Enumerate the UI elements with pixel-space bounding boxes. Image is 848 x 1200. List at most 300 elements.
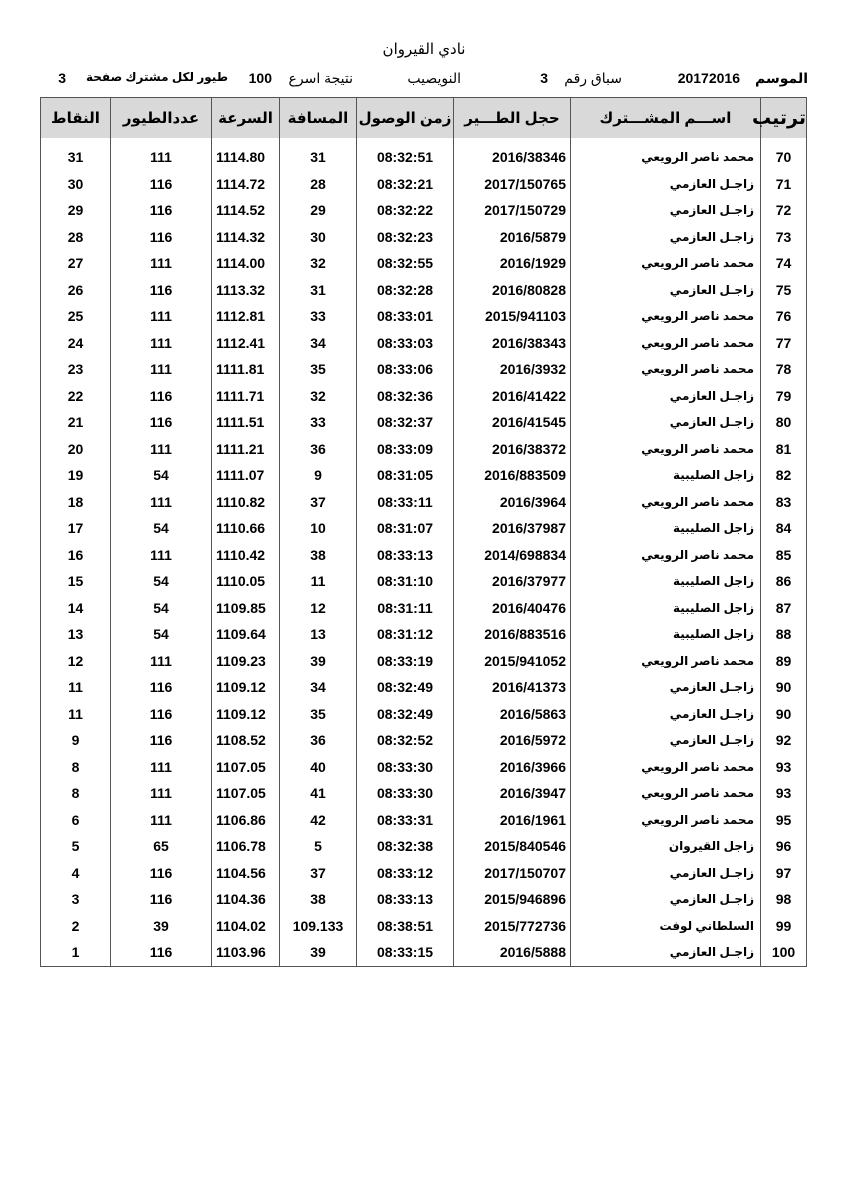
cell-ring: 2015/941103	[454, 303, 571, 330]
cell-ring: 2016/883509	[454, 462, 571, 489]
cell-birds: 116	[111, 197, 212, 224]
cell-points: 13	[41, 621, 111, 648]
cell-speed: 1104.36	[212, 886, 280, 913]
cell-distance: 41	[280, 780, 357, 807]
cell-participant: محمد ناصر الرويعي	[571, 250, 761, 277]
table-row	[41, 383, 807, 410]
cell-distance: 13	[280, 621, 357, 648]
cell-distance: 30	[280, 224, 357, 251]
table-row	[41, 489, 807, 516]
cell-arrival: 08:32:36	[357, 383, 454, 410]
cell-participant: محمد ناصر الرويعي	[571, 144, 761, 171]
cell-birds: 116	[111, 171, 212, 198]
table-row	[41, 568, 807, 595]
cell-rank: 76	[761, 303, 807, 330]
cell-participant: محمد ناصر الرويعي	[571, 648, 761, 675]
table-row	[41, 701, 807, 728]
cell-birds: 54	[111, 462, 212, 489]
cell-rank: 90	[761, 701, 807, 728]
season-label: الموسم	[755, 70, 808, 86]
cell-rank: 93	[761, 754, 807, 781]
cell-speed: 1109.23	[212, 648, 280, 675]
cell-speed: 1110.05	[212, 568, 280, 595]
cell-points: 30	[41, 171, 111, 198]
cell-points: 12	[41, 648, 111, 675]
cell-birds: 111	[111, 250, 212, 277]
cell-distance: 109.133	[280, 913, 357, 940]
cell-distance: 38	[280, 542, 357, 569]
cell-points: 29	[41, 197, 111, 224]
cell-birds: 111	[111, 542, 212, 569]
cell-speed: 1106.86	[212, 807, 280, 834]
cell-birds: 116	[111, 701, 212, 728]
cell-ring: 2015/840546	[454, 833, 571, 860]
cell-rank: 78	[761, 356, 807, 383]
cell-ring: 2016/41373	[454, 674, 571, 701]
cell-birds: 54	[111, 568, 212, 595]
cell-speed: 1111.51	[212, 409, 280, 436]
cell-speed: 1114.52	[212, 197, 280, 224]
col-header-ring: حجل الطـــير	[454, 98, 571, 139]
cell-rank: 81	[761, 436, 807, 463]
cell-ring: 2016/37987	[454, 515, 571, 542]
cell-ring: 2016/41545	[454, 409, 571, 436]
cell-birds: 111	[111, 303, 212, 330]
cell-rank: 82	[761, 462, 807, 489]
cell-ring: 2015/946896	[454, 886, 571, 913]
cell-arrival: 08:31:05	[357, 462, 454, 489]
race-info-bar	[40, 70, 808, 92]
result-value: 100	[248, 70, 272, 86]
cell-ring: 2016/1929	[454, 250, 571, 277]
cell-arrival: 08:32:28	[357, 277, 454, 304]
table-row	[41, 780, 807, 807]
results-table	[40, 97, 807, 967]
cell-points: 27	[41, 250, 111, 277]
cell-arrival: 08:32:37	[357, 409, 454, 436]
cell-points: 15	[41, 568, 111, 595]
cell-participant: زاجـل العازمي	[571, 277, 761, 304]
cell-points: 11	[41, 701, 111, 728]
cell-rank: 83	[761, 489, 807, 516]
cell-rank: 97	[761, 860, 807, 887]
cell-speed: 1111.81	[212, 356, 280, 383]
cell-distance: 38	[280, 886, 357, 913]
cell-distance: 31	[280, 144, 357, 171]
cell-arrival: 08:32:55	[357, 250, 454, 277]
cell-participant: محمد ناصر الرويعي	[571, 356, 761, 383]
cell-distance: 9	[280, 462, 357, 489]
cell-arrival: 08:33:12	[357, 860, 454, 887]
cell-participant: زاجل القيروان	[571, 833, 761, 860]
birds-per-label: طيور لكل مشترك صفحة	[86, 70, 228, 84]
cell-points: 31	[41, 144, 111, 171]
table-row	[41, 754, 807, 781]
cell-participant: محمد ناصر الرويعي	[571, 330, 761, 357]
cell-participant: زاجل الصليبية	[571, 568, 761, 595]
cell-points: 28	[41, 224, 111, 251]
cell-ring: 2016/883516	[454, 621, 571, 648]
table-row	[41, 674, 807, 701]
cell-arrival: 08:31:12	[357, 621, 454, 648]
cell-distance: 29	[280, 197, 357, 224]
cell-arrival: 08:32:51	[357, 144, 454, 171]
cell-rank: 85	[761, 542, 807, 569]
club-title: نادي القيروان	[382, 41, 466, 58]
cell-arrival: 08:33:09	[357, 436, 454, 463]
cell-points: 14	[41, 595, 111, 622]
cell-participant: زاجل الصليبية	[571, 515, 761, 542]
cell-participant: زاجـل العازمي	[571, 171, 761, 198]
cell-rank: 92	[761, 727, 807, 754]
table-row	[41, 144, 807, 171]
cell-arrival: 08:33:15	[357, 939, 454, 966]
cell-speed: 1113.32	[212, 277, 280, 304]
cell-birds: 116	[111, 409, 212, 436]
cell-birds: 116	[111, 224, 212, 251]
cell-participant: زاجل الصليبية	[571, 621, 761, 648]
cell-distance: 35	[280, 701, 357, 728]
cell-rank: 79	[761, 383, 807, 410]
cell-ring: 2017/150707	[454, 860, 571, 887]
cell-speed: 1112.81	[212, 303, 280, 330]
cell-birds: 111	[111, 144, 212, 171]
cell-rank: 77	[761, 330, 807, 357]
race-value: 3	[540, 70, 548, 86]
cell-speed: 1109.12	[212, 674, 280, 701]
cell-speed: 1109.64	[212, 621, 280, 648]
cell-participant: محمد ناصر الرويعي	[571, 303, 761, 330]
cell-speed: 1108.52	[212, 727, 280, 754]
cell-arrival: 08:33:19	[357, 648, 454, 675]
cell-ring: 2016/5888	[454, 939, 571, 966]
race-name: النويصيب	[407, 70, 461, 86]
race-label: سباق رقم	[564, 70, 622, 86]
cell-distance: 32	[280, 383, 357, 410]
cell-distance: 34	[280, 674, 357, 701]
cell-birds: 111	[111, 807, 212, 834]
cell-arrival: 08:32:22	[357, 197, 454, 224]
cell-points: 5	[41, 833, 111, 860]
cell-participant: زاجـل العازمي	[571, 674, 761, 701]
cell-birds: 111	[111, 489, 212, 516]
results-body	[41, 138, 807, 966]
cell-speed: 1110.82	[212, 489, 280, 516]
cell-birds: 116	[111, 674, 212, 701]
cell-points: 17	[41, 515, 111, 542]
table-row	[41, 621, 807, 648]
cell-distance: 36	[280, 436, 357, 463]
cell-ring: 2014/698834	[454, 542, 571, 569]
cell-participant: زاجـل العازمي	[571, 727, 761, 754]
cell-arrival: 08:33:01	[357, 303, 454, 330]
result-label: نتيجة اسرع	[288, 70, 353, 86]
cell-distance: 40	[280, 754, 357, 781]
season-value: 20172016	[677, 70, 740, 86]
cell-ring: 2016/3932	[454, 356, 571, 383]
cell-distance: 32	[280, 250, 357, 277]
table-row	[41, 939, 807, 966]
cell-rank: 80	[761, 409, 807, 436]
cell-speed: 1111.21	[212, 436, 280, 463]
cell-participant: زاجـل العازمي	[571, 939, 761, 966]
cell-speed: 1111.07	[212, 462, 280, 489]
table-row	[41, 913, 807, 940]
cell-birds: 65	[111, 833, 212, 860]
cell-ring: 2016/38343	[454, 330, 571, 357]
col-header-birds: عددالطيور	[111, 98, 212, 139]
cell-participant: السلطاني لوفت	[571, 913, 761, 940]
cell-points: 26	[41, 277, 111, 304]
table-row	[41, 648, 807, 675]
cell-birds: 54	[111, 515, 212, 542]
cell-speed: 1109.85	[212, 595, 280, 622]
table-header-row	[41, 98, 807, 139]
cell-ring: 2016/40476	[454, 595, 571, 622]
cell-points: 25	[41, 303, 111, 330]
cell-arrival: 08:33:06	[357, 356, 454, 383]
table-row	[41, 515, 807, 542]
table-row	[41, 727, 807, 754]
table-row	[41, 462, 807, 489]
cell-points: 20	[41, 436, 111, 463]
cell-points: 3	[41, 886, 111, 913]
cell-birds: 116	[111, 939, 212, 966]
cell-arrival: 08:32:49	[357, 674, 454, 701]
table-row	[41, 277, 807, 304]
cell-points: 19	[41, 462, 111, 489]
cell-birds: 54	[111, 595, 212, 622]
cell-ring: 2016/3966	[454, 754, 571, 781]
cell-speed: 1110.66	[212, 515, 280, 542]
cell-arrival: 08:31:07	[357, 515, 454, 542]
cell-speed: 1103.96	[212, 939, 280, 966]
cell-participant: محمد ناصر الرويعي	[571, 542, 761, 569]
cell-birds: 116	[111, 860, 212, 887]
cell-distance: 42	[280, 807, 357, 834]
cell-distance: 11	[280, 568, 357, 595]
cell-rank: 86	[761, 568, 807, 595]
cell-birds: 111	[111, 780, 212, 807]
cell-participant: زاجل الصليبية	[571, 462, 761, 489]
cell-participant: زاجـل العازمي	[571, 701, 761, 728]
cell-arrival: 08:33:03	[357, 330, 454, 357]
cell-speed: 1114.72	[212, 171, 280, 198]
col-header-rank: ترتيب	[761, 98, 807, 139]
cell-arrival: 08:33:11	[357, 489, 454, 516]
cell-ring: 2016/3947	[454, 780, 571, 807]
cell-rank: 70	[761, 144, 807, 171]
cell-speed: 1114.80	[212, 144, 280, 171]
cell-rank: 98	[761, 886, 807, 913]
cell-arrival: 08:32:21	[357, 171, 454, 198]
cell-distance: 5	[280, 833, 357, 860]
cell-ring: 2016/3964	[454, 489, 571, 516]
cell-ring: 2016/5863	[454, 701, 571, 728]
cell-participant: زاجـل العازمي	[571, 383, 761, 410]
table-row	[41, 409, 807, 436]
cell-points: 4	[41, 860, 111, 887]
page-value: 3	[58, 70, 66, 86]
table-row	[41, 542, 807, 569]
cell-points: 23	[41, 356, 111, 383]
cell-points: 1	[41, 939, 111, 966]
cell-arrival: 08:32:49	[357, 701, 454, 728]
col-header-speed: السرعة	[212, 98, 280, 139]
table-row	[41, 224, 807, 251]
cell-speed: 1104.56	[212, 860, 280, 887]
cell-ring: 2017/150765	[454, 171, 571, 198]
cell-ring: 2015/941052	[454, 648, 571, 675]
cell-rank: 84	[761, 515, 807, 542]
table-row	[41, 197, 807, 224]
cell-rank: 90	[761, 674, 807, 701]
cell-participant: زاجـل العازمي	[571, 886, 761, 913]
cell-distance: 37	[280, 489, 357, 516]
results-table-container	[40, 97, 806, 967]
cell-rank: 87	[761, 595, 807, 622]
cell-points: 8	[41, 754, 111, 781]
cell-ring: 2016/5972	[454, 727, 571, 754]
col-header-points: النقاط	[41, 98, 111, 139]
cell-birds: 111	[111, 330, 212, 357]
cell-points: 24	[41, 330, 111, 357]
cell-arrival: 08:32:23	[357, 224, 454, 251]
cell-points: 16	[41, 542, 111, 569]
cell-points: 18	[41, 489, 111, 516]
table-row	[41, 833, 807, 860]
cell-arrival: 08:31:11	[357, 595, 454, 622]
cell-rank: 74	[761, 250, 807, 277]
cell-rank: 73	[761, 224, 807, 251]
cell-distance: 35	[280, 356, 357, 383]
cell-arrival: 08:33:30	[357, 754, 454, 781]
cell-participant: زاجـل العازمي	[571, 224, 761, 251]
table-row	[41, 595, 807, 622]
cell-speed: 1111.71	[212, 383, 280, 410]
cell-ring: 2017/150729	[454, 197, 571, 224]
cell-rank: 99	[761, 913, 807, 940]
cell-participant: محمد ناصر الرويعي	[571, 436, 761, 463]
table-row	[41, 807, 807, 834]
cell-ring: 2016/80828	[454, 277, 571, 304]
cell-birds: 111	[111, 754, 212, 781]
cell-arrival: 08:33:13	[357, 886, 454, 913]
table-row	[41, 436, 807, 463]
col-header-distance: المسافة	[280, 98, 357, 139]
cell-birds: 111	[111, 648, 212, 675]
cell-birds: 39	[111, 913, 212, 940]
col-header-arrival: زمن الوصول	[357, 98, 454, 139]
cell-distance: 10	[280, 515, 357, 542]
cell-rank: 95	[761, 807, 807, 834]
cell-arrival: 08:31:10	[357, 568, 454, 595]
cell-arrival: 08:33:30	[357, 780, 454, 807]
cell-points: 21	[41, 409, 111, 436]
cell-arrival: 08:32:52	[357, 727, 454, 754]
cell-participant: محمد ناصر الرويعي	[571, 754, 761, 781]
cell-birds: 116	[111, 383, 212, 410]
cell-speed: 1114.32	[212, 224, 280, 251]
cell-participant: محمد ناصر الرويعي	[571, 489, 761, 516]
cell-participant: زاجـل العازمي	[571, 860, 761, 887]
cell-speed: 1109.12	[212, 701, 280, 728]
cell-points: 8	[41, 780, 111, 807]
cell-distance: 34	[280, 330, 357, 357]
cell-rank: 89	[761, 648, 807, 675]
cell-speed: 1110.42	[212, 542, 280, 569]
table-row	[41, 860, 807, 887]
cell-rank: 71	[761, 171, 807, 198]
cell-participant: زاجل الصليبية	[571, 595, 761, 622]
cell-rank: 75	[761, 277, 807, 304]
cell-speed: 1112.41	[212, 330, 280, 357]
cell-points: 2	[41, 913, 111, 940]
cell-points: 6	[41, 807, 111, 834]
table-row	[41, 356, 807, 383]
cell-rank: 96	[761, 833, 807, 860]
cell-speed: 1107.05	[212, 780, 280, 807]
cell-birds: 111	[111, 356, 212, 383]
cell-participant: زاجـل العازمي	[571, 409, 761, 436]
cell-speed: 1107.05	[212, 754, 280, 781]
cell-distance: 36	[280, 727, 357, 754]
cell-distance: 12	[280, 595, 357, 622]
cell-arrival: 08:33:31	[357, 807, 454, 834]
cell-distance: 33	[280, 409, 357, 436]
cell-ring: 2015/772736	[454, 913, 571, 940]
cell-arrival: 08:38:51	[357, 913, 454, 940]
cell-arrival: 08:33:13	[357, 542, 454, 569]
cell-rank: 72	[761, 197, 807, 224]
cell-speed: 1106.78	[212, 833, 280, 860]
table-row	[41, 171, 807, 198]
cell-rank: 93	[761, 780, 807, 807]
cell-rank: 100	[761, 939, 807, 966]
cell-birds: 116	[111, 727, 212, 754]
cell-participant: محمد ناصر الرويعي	[571, 807, 761, 834]
cell-birds: 54	[111, 621, 212, 648]
cell-speed: 1114.00	[212, 250, 280, 277]
cell-ring: 2016/5879	[454, 224, 571, 251]
table-row	[41, 250, 807, 277]
cell-birds: 111	[111, 436, 212, 463]
table-row	[41, 303, 807, 330]
cell-points: 22	[41, 383, 111, 410]
col-header-participant: اســـم المشـــترك	[571, 98, 761, 139]
cell-ring: 2016/41422	[454, 383, 571, 410]
cell-points: 9	[41, 727, 111, 754]
cell-rank: 88	[761, 621, 807, 648]
cell-distance: 28	[280, 171, 357, 198]
cell-distance: 39	[280, 939, 357, 966]
cell-points: 11	[41, 674, 111, 701]
cell-distance: 33	[280, 303, 357, 330]
cell-ring: 2016/38372	[454, 436, 571, 463]
cell-participant: زاجـل العازمي	[571, 197, 761, 224]
cell-ring: 2016/37977	[454, 568, 571, 595]
cell-speed: 1104.02	[212, 913, 280, 940]
cell-distance: 31	[280, 277, 357, 304]
cell-birds: 116	[111, 886, 212, 913]
cell-birds: 116	[111, 277, 212, 304]
table-row	[41, 330, 807, 357]
cell-ring: 2016/38346	[454, 144, 571, 171]
table-row	[41, 886, 807, 913]
cell-arrival: 08:32:38	[357, 833, 454, 860]
cell-ring: 2016/1961	[454, 807, 571, 834]
cell-participant: محمد ناصر الرويعي	[571, 780, 761, 807]
